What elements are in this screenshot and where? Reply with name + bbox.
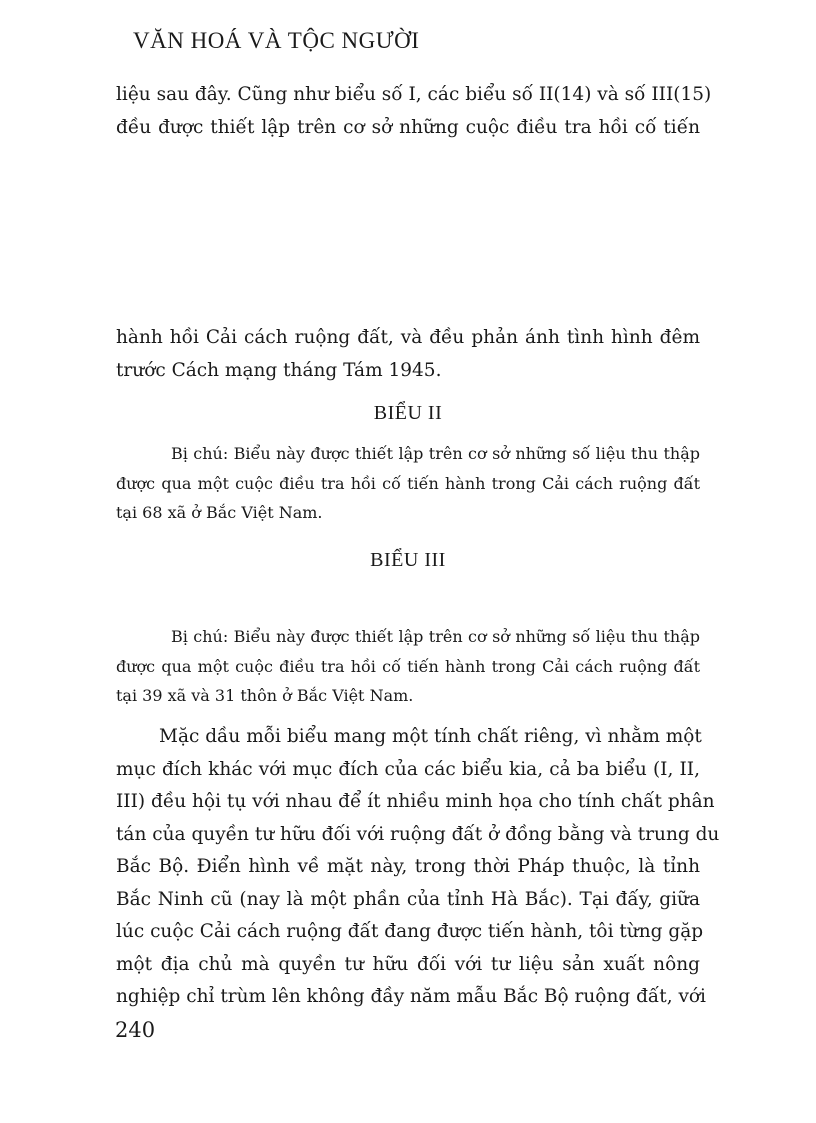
text-line: Mặc dầu mỗi biểu mang một tính chất riêng, vì nhằm một	[159, 726, 702, 747]
text-line: trước Cách mạng tháng Tám 1945.	[116, 359, 442, 381]
text-line: liệu sau đây. Cũng như biểu số I, các biểu số II(14) và số III(15)	[116, 84, 712, 105]
text-line: III) đều hội tụ với nhau để ít nhiều minh họa cho tính chất phân	[116, 791, 715, 812]
note-line: tại 68 xã ở Bắc Việt Nam.	[116, 503, 323, 522]
paragraph-discussion	[116, 721, 720, 1014]
note-line: Bị chú: Biểu này được thiết lập trên cơ sở những số liệu thu thập	[171, 627, 700, 646]
text-line: đều được thiết lập trên cơ sở những cuộc điều tra hồi cố tiến	[116, 116, 700, 138]
note-line: tại 39 xã và 31 thôn ở Bắc Việt Nam.	[116, 686, 414, 705]
note-line: được qua một cuộc điều tra hồi cố tiến hành trong Cải cách ruộng đất	[116, 473, 700, 493]
running-title: VĂN HOÁ VÀ TỘC NGƯỜI	[133, 28, 420, 53]
text-line: hành hồi Cải cách ruộng đất, và đều phản ánh tình hình đêm	[116, 327, 700, 348]
note-line: được qua một cuộc điều tra hồi cố tiến hành trong Cải cách ruộng đất	[116, 656, 700, 676]
text-line: mục đích khác với mục đích của các biểu kia, cả ba biểu (I, II,	[116, 758, 700, 780]
page-number: 240	[115, 1018, 156, 1042]
table-2-title: BIỂU II	[373, 402, 443, 424]
text-line: Bắc Bộ. Điển hình về mặt này, trong thời Pháp thuộc, là tỉnh	[116, 856, 700, 877]
table-2-note	[116, 439, 700, 528]
text-line: lúc cuộc Cải cách ruộng đất đang được tiến hành, tôi từng gặp	[116, 921, 704, 942]
paragraph-continued	[116, 322, 700, 387]
text-line: một địa chủ mà quyền tư hữu đối với tư liệu sản xuất nông	[116, 953, 700, 975]
paragraph-intro	[116, 79, 712, 144]
table-3-note	[116, 622, 700, 711]
text-line: nghiệp chỉ trùm lên không đầy năm mẫu Bắc Bộ ruộng đất, với	[116, 986, 706, 1007]
table-3-title: BIỂU III	[370, 549, 446, 571]
note-line: Bị chú: Biểu này được thiết lập trên cơ sở những số liệu thu thập	[171, 444, 700, 463]
text-line: tán của quyền tư hữu đối với ruộng đất ở đồng bằng và trung du	[116, 823, 720, 845]
text-line: Bắc Ninh cũ (nay là một phần của tỉnh Hà Bắc). Tại đấy, giữa	[116, 888, 700, 910]
